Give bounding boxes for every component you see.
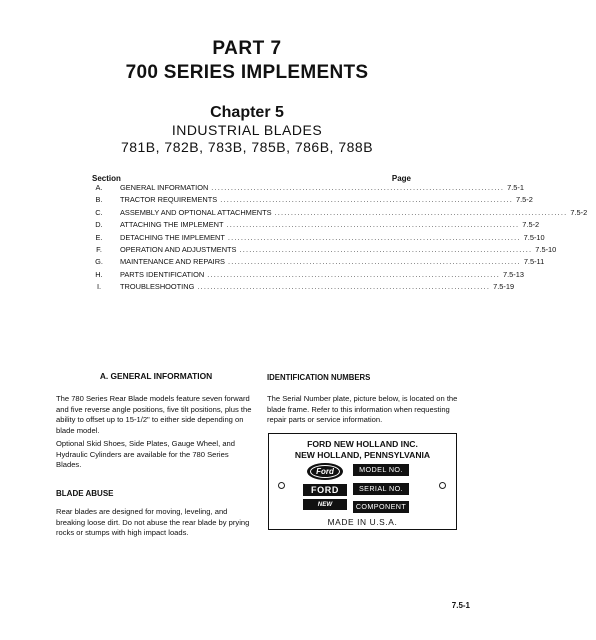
toc-row-a[interactable] [88, 183, 524, 195]
toc-title: PARTS IDENTIFICATION [120, 269, 205, 279]
serial-number-plate [268, 433, 457, 530]
toc-page: 7.5-13 [503, 269, 524, 279]
toc-letter: F. [96, 244, 102, 254]
toc-leader: .......................................................................................... [228, 257, 521, 267]
toc-title: DETACHING THE IMPLEMENT [120, 232, 225, 242]
toc-row-i[interactable] [88, 282, 515, 294]
serial-number-field: SERIAL NO. [353, 483, 409, 495]
chapter-title: Chapter 5 [210, 104, 284, 121]
toc-title: ATTACHING THE IMPLEMENT [120, 220, 224, 230]
toc-title: MAINTENANCE AND REPAIRS [120, 257, 225, 267]
toc-page: 7.5-19 [493, 282, 515, 292]
toc-letter: B. [95, 195, 103, 205]
toc-page: 7.5-2 [522, 220, 540, 230]
toc-title: ASSEMBLY AND OPTIONAL ATTACHMENTS [120, 207, 272, 217]
rivet-hole-icon [278, 482, 285, 489]
toc-page: 7.5-1 [507, 183, 524, 192]
page-number: 7.5-1 [451, 601, 470, 610]
ford-badge: FORD [303, 484, 347, 496]
toc-letter: C. [95, 207, 103, 217]
toc-page: 7.5-2 [516, 195, 533, 205]
ford-oval-border [310, 465, 340, 478]
toc-leader: .......................................................................................... [207, 269, 500, 279]
toc-leader: .......................................................................................... [226, 220, 520, 230]
chapter-subject: INDUSTRIAL BLADES [171, 122, 323, 138]
general-information-paragraph-2: Optional Skid Shoes, Side Plates, Gauge Wheel, and Hydraulic Cylinders are available for the 780 Series Blades. [56, 439, 235, 470]
model-list: 781B, 782B, 783B, 785B, 786B, 788B [120, 139, 374, 155]
toc-leader: .......................................................................................... [211, 183, 505, 192]
toc-row-c[interactable] [88, 207, 588, 220]
toc-leader: .......................................................................................... [274, 207, 568, 217]
identification-numbers-heading: IDENTIFICATION NUMBERS [267, 373, 371, 382]
table-of-contents [88, 183, 588, 295]
blade-abuse-heading: BLADE ABUSE [56, 489, 114, 498]
plate-location-line: NEW HOLLAND, PENNSYLVANIA [294, 450, 431, 460]
toc-letter: I. [96, 282, 102, 292]
model-number-field: MODEL NO. [353, 464, 409, 476]
toc-letter: H. [95, 269, 103, 279]
plate-company-line: FORD NEW HOLLAND INC. [307, 439, 418, 449]
toc-leader: .......................................................................................... [227, 232, 521, 242]
general-information-paragraph-1: The 780 Series Rear Blade models feature seven forward and five reverse angle positions, five tilt positions, plus the ability to offset up to 15-1/2" to either side depending on blade model. [56, 394, 252, 435]
toc-page: 7.5-10 [535, 244, 557, 254]
toc-row-f[interactable] [88, 244, 557, 257]
general-information-heading: A. GENERAL INFORMATION [99, 371, 213, 381]
series-title: 700 SERIES IMPLEMENTS [125, 62, 369, 83]
identification-numbers-paragraph: The Serial Number plate, picture below, is located on the blade frame. Refer to this information when requesting repair parts or service information. [267, 394, 458, 425]
toc-row-e[interactable] [88, 232, 545, 245]
toc-page-header: Page [391, 174, 411, 183]
toc-section-header: Section [92, 174, 121, 183]
ford-oval-logo [307, 463, 343, 480]
toc-letter: A. [95, 183, 103, 192]
new-holland-badge: NEW HOLLAND [303, 499, 347, 510]
toc-title: TROUBLESHOOTING [120, 282, 195, 292]
toc-title: TRACTOR REQUIREMENTS [120, 195, 218, 205]
rivet-hole-icon [439, 482, 446, 489]
toc-page: 7.5-10 [523, 232, 545, 242]
toc-row-h[interactable] [88, 269, 524, 282]
toc-letter: G. [95, 257, 103, 267]
toc-leader: .......................................................................................... [197, 282, 491, 292]
blade-abuse-paragraph: Rear blades are designed for moving, leveling, and breaking loose dirt. Do not abuse the rear blade by prying rocks or stumps with high impact loads. [56, 507, 250, 538]
toc-letter: D. [95, 220, 103, 230]
ford-oval-text: Ford [316, 467, 334, 476]
toc-page: 7.5-2 [570, 207, 588, 217]
toc-leader: .......................................................................................... [220, 195, 513, 205]
part-title: PART 7 [212, 38, 282, 59]
toc-letter: E. [95, 232, 103, 242]
made-in-usa-text: MADE IN U.S.A. [327, 517, 398, 527]
toc-row-b[interactable] [88, 195, 533, 207]
toc-page: 7.5-11 [523, 257, 545, 267]
toc-title: OPERATION AND ADJUSTMENTS [120, 244, 237, 254]
toc-row-d[interactable] [88, 220, 540, 232]
toc-leader: .......................................................................................... [239, 244, 533, 254]
toc-row-g[interactable] [88, 257, 545, 269]
toc-title: GENERAL INFORMATION [120, 183, 209, 192]
component-field: COMPONENT [353, 501, 409, 513]
